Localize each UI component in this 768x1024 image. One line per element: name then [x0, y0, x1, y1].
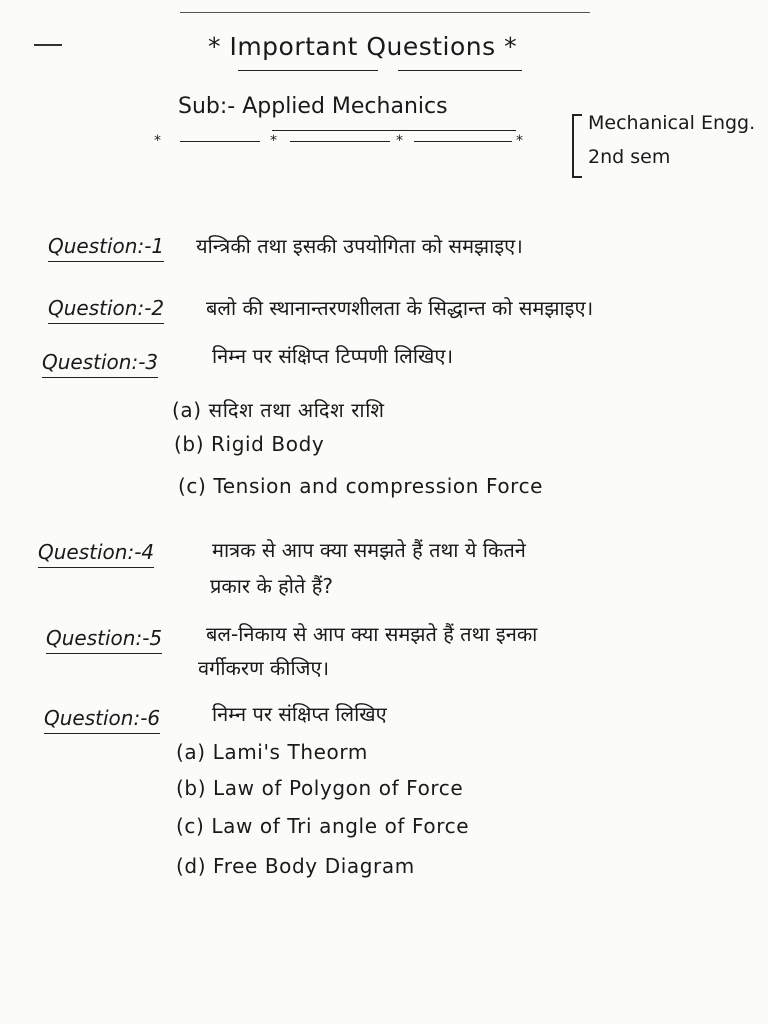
decorative-separator	[150, 133, 530, 149]
question-4-text-line-1: मात्रक से आप क्या समझते हैं तथा ये कितने	[212, 538, 526, 562]
subject-heading: Sub:- Applied Mechanics	[178, 94, 448, 119]
question-6-item-d: (d) Free Body Diagram	[176, 854, 415, 878]
question-6-label: Question:-6	[44, 706, 160, 734]
question-4-text-line-2: प्रकार के होते हैं?	[210, 574, 333, 598]
subject-underline	[272, 130, 516, 131]
separator-segment	[290, 141, 390, 142]
question-2-text: बलो की स्थानान्तरणशीलता के सिद्धान्त को समझाइए।	[206, 296, 594, 320]
semester-label: 2nd sem	[588, 146, 671, 168]
question-1-text: यन्त्रिकी तथा इसकी उपयोगिता को समझाइए।	[196, 234, 523, 258]
branch-label: Mechanical Engg.	[588, 112, 756, 134]
question-6-item-a: (a) Lami's Theorm	[176, 740, 368, 764]
branch-bracket	[572, 114, 582, 178]
question-3-item-b: (b) Rigid Body	[174, 432, 325, 456]
question-3-text: निम्न पर संक्षिप्त टिप्पणी लिखिए।	[212, 344, 454, 368]
question-3-label: Question:-3	[42, 350, 158, 378]
question-5-text-line-1: बल-निकाय से आप क्या समझते हैं तथा इनका	[206, 622, 538, 646]
question-1-label: Question:-1	[48, 234, 164, 262]
separator-star: *	[516, 133, 523, 149]
question-6-item-b: (b) Law of Polygon of Force	[176, 776, 464, 800]
question-5-text-line-2: वर्गीकरण कीजिए।	[198, 656, 330, 680]
title-underline-important	[238, 70, 378, 71]
page-title: * Important Questions *	[208, 32, 518, 61]
question-6-item-c: (c) Law of Tri angle of Force	[176, 814, 470, 838]
separator-star: *	[270, 133, 277, 149]
separator-star: *	[396, 133, 403, 149]
question-5-label: Question:-5	[46, 626, 162, 654]
separator-segment	[180, 141, 260, 142]
top-rule	[180, 12, 590, 13]
title-underline-questions	[398, 70, 522, 71]
question-3-item-a: (a) सदिश तथा अदिश राशि	[172, 398, 385, 422]
question-3-item-c: (c) Tension and compression Force	[178, 474, 544, 498]
separator-segment	[414, 141, 512, 142]
question-6-text: निम्न पर संक्षिप्त लिखिए	[212, 702, 387, 726]
separator-star: *	[154, 133, 161, 149]
question-2-label: Question:-2	[48, 296, 164, 324]
margin-dash-mark	[34, 44, 62, 46]
question-4-label: Question:-4	[38, 540, 154, 568]
